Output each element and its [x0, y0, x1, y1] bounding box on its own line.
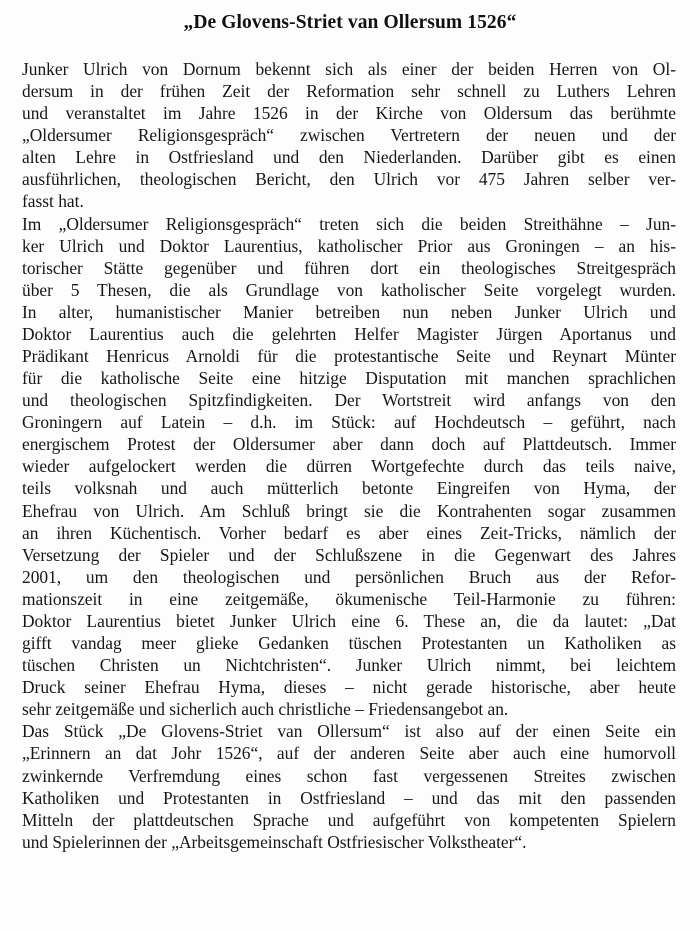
text-line: Prädikant Henricus Arnoldi für die protestantische Seite und Reynart Münter — [22, 346, 676, 367]
text-line: teils volksnah und auch mütterlich betonte Eingreifen von Hyma, der — [22, 478, 676, 499]
text-line: ker Ulrich und Doktor Laurentius, katholischer Prior aus Groningen – an his- — [22, 235, 676, 256]
text-line: ausführlichen, theologischen Bericht, den Ulrich vor 475 Jahren selber ver- — [22, 169, 676, 190]
text-line: Doktor Laurentius bietet Junker Ulrich eine 6. These an, die da lautet: „Dat — [22, 610, 676, 631]
text-line: zwinkernde Verfremdung eines schon fast vergessenen Streites zwischen — [22, 765, 676, 786]
text-line: Groningern auf Latein – d.h. im Stück: auf Hochdeutsch – geführt, nach — [22, 412, 676, 433]
text-line: über 5 Thesen, die als Grundlage von katholischer Seite vorgelegt wurden. — [22, 279, 676, 300]
text-line: für die katholische Seite eine hitzige Disputation mit manchen sprachlichen — [22, 368, 676, 389]
text-line: „Erinnern an dat Johr 1526“, auf der anderen Seite aber auch eine humorvoll — [22, 743, 676, 764]
text-line: tüschen Christen un Nichtchristen“. Junker Ulrich nimmt, bei leichtem — [22, 655, 676, 676]
document-title: „De Glovens-Striet van Ollersum 1526“ — [183, 12, 517, 33]
text-line: sehr zeitgemäße und sicherlich auch christliche – Friedensangebot an. — [22, 699, 509, 720]
text-line: und veranstaltet im Jahre 1526 in der Kirche von Oldersum das berühmte — [22, 103, 676, 124]
text-line: und Spielerinnen der „Arbeitsgemeinschaft Ostfriesischer Volkstheater“. — [22, 831, 527, 852]
text-line: In alter, humanistischer Manier betreiben nun neben Junker Ulrich und — [22, 301, 676, 322]
text-line: Mitteln der plattdeutschen Sprache und aufgeführt von kompetenten Spielern — [22, 809, 676, 830]
text-line: 2001, um den theologischen und persönlichen Bruch aus der Refor- — [22, 566, 676, 587]
text-line: fasst hat. — [22, 191, 84, 212]
text-line: Versetzung der Spieler und der Schlußszene in die Gegenwart des Jahres — [22, 544, 676, 565]
text-line: wieder aufgelockert werden die dürren Wortgefechte durch das teils naive, — [22, 456, 676, 477]
text-line: Druck seiner Ehefrau Hyma, dieses – nicht gerade historische, aber heute — [22, 677, 676, 698]
text-line: mationszeit in eine zeitgemäße, ökumenische Teil-Harmonie zu führen: — [22, 588, 676, 609]
text-line: Ehefrau von Ulrich. Am Schluß bringt sie die Kontrahenten sogar zusammen — [22, 500, 676, 521]
text-line: energischem Protest der Oldersumer aber dann doch auf Plattdeutsch. Immer — [22, 434, 676, 455]
text-line: torischer Stätte gegenüber und führen dort ein theologisches Streitgespräch — [22, 257, 676, 278]
text-line: Doktor Laurentius auch die gelehrten Helfer Magister Jürgen Aportanus und — [22, 323, 676, 344]
text-line: dersum in der frühen Zeit der Reformation sehr schnell zu Luthers Lehren — [22, 81, 676, 102]
text-line: „Oldersumer Religionsgespräch“ zwischen Vertretern der neuen und der — [22, 125, 676, 146]
text-line: und theologischen Spitzfindigkeiten. Der Wortstreit wird anfangs von den — [22, 390, 676, 411]
text-line: Junker Ulrich von Dornum bekennt sich als einer der beiden Herren von Ol- — [22, 59, 676, 79]
document-body — [22, 58, 676, 853]
text-line: an ihren Küchentisch. Vorher bedarf es aber eines Zeit-Tricks, nämlich der — [22, 522, 676, 543]
text-line: gifft vandag meer glieke Gedanken tüschen Protestanten un Katholiken as — [22, 633, 676, 654]
text-line: Katholiken und Protestanten in Ostfriesland – und das mit den passenden — [22, 787, 676, 808]
text-line: Das Stück „De Glovens-Striet van Ollersum“ ist also auf der einen Seite ein — [22, 721, 676, 742]
text-line: Im „Oldersumer Religionsgespräch“ treten sich die beiden Streithähne – Jun- — [22, 213, 676, 234]
text-line: alten Lehre in Ostfriesland und den Niederlanden. Darüber gibt es einen — [22, 147, 676, 168]
